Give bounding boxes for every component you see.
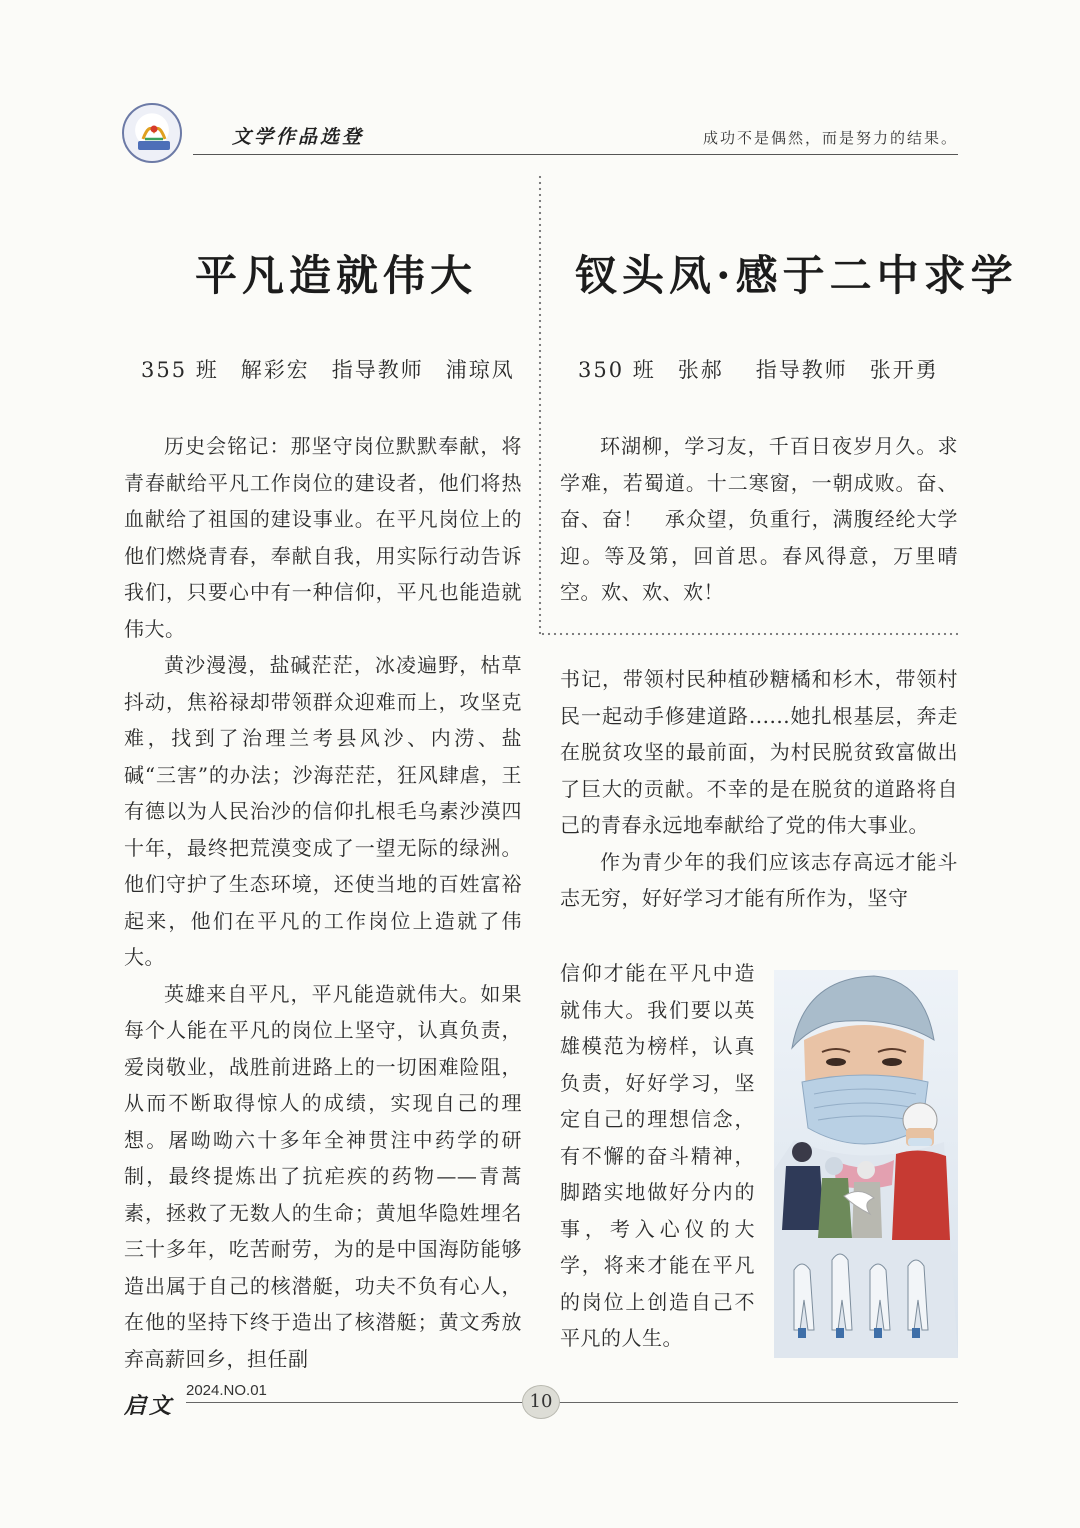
paragraph: 历史会铭记：那坚守岗位默默奉献，将青春献给平凡工作岗位的建设者，他们将热血献给了祖国的建设事业。在平凡岗位上的他们燃烧青春，奉献自我，用实际行动告诉我们，只要心中有一种信仰，平凡也能造就伟大。 bbox=[124, 434, 522, 641]
right-article-byline bbox=[578, 354, 939, 384]
medical-worker-illustration bbox=[774, 970, 958, 1358]
logo-emblem-icon bbox=[141, 121, 167, 141]
poem-body bbox=[560, 428, 958, 611]
paragraph: 作为青少年的我们应该志存高远才能斗志无穷，好好学习才能有所作为，坚守 bbox=[560, 849, 958, 910]
page-number: 10 bbox=[522, 1385, 560, 1419]
right-class: 350 班 bbox=[578, 358, 656, 382]
column-divider bbox=[538, 174, 542, 636]
magazine-brand: 启文 bbox=[124, 1393, 175, 1419]
left-article-continuation bbox=[560, 661, 958, 917]
logo-base bbox=[138, 141, 170, 150]
right-article-title: 钗头凤·感于二中求学 bbox=[575, 251, 1018, 300]
poem-divider bbox=[540, 632, 958, 636]
paragraph: 黄沙漫漫，盐碱茫茫，冰凌遍野，枯草抖动，焦裕禄却带领群众迎难而上，攻坚克难，找到了治理兰考县风沙、内涝、盐碱“三害”的办法；沙海茫茫，狂风肆虐，王有德以为人民治沙的信仰扎根毛乌素沙漠四十年，最终把荒漠变成了一望无际的绿洲。他们守护了生态环境，还使当地的百姓富裕起来，他们在平凡的工作岗位上造就了伟大。 bbox=[124, 653, 522, 969]
wrapped-paragraph bbox=[560, 955, 755, 1357]
left-advisor: 浦琼凤 bbox=[445, 358, 515, 382]
right-advisor: 张开勇 bbox=[869, 358, 939, 382]
left-advisor-label: 指导教师 bbox=[331, 358, 424, 382]
left-article-byline bbox=[141, 354, 515, 384]
left-class: 355 班 bbox=[141, 358, 219, 382]
left-author: 解彩宏 bbox=[240, 358, 310, 382]
right-advisor-label: 指导教师 bbox=[755, 358, 848, 382]
header-rule bbox=[193, 154, 958, 155]
school-logo bbox=[122, 103, 182, 163]
left-article-title: 平凡造就伟大 bbox=[195, 251, 478, 300]
header-motto: 成功不是偶然，而是努力的结果。 bbox=[702, 129, 958, 147]
paragraph: 书记，带领村民种植砂糖橘和杉木，带领村民一起动手修建道路......她扎根基层，奔走在脱贫攻坚的最前面，为村民脱贫致富做出了巨大的贡献。不幸的是在脱贫的道路将自己的青春永远地奉献给了党的伟大事业。 bbox=[560, 667, 958, 837]
paragraph: 英雄来自平凡，平凡能造就伟大。如果每个人能在平凡的岗位上坚守，认真负责，爱岗敬业，战胜前进路上的一切困难险阻，从而不断取得惊人的成绩，实现自己的理想。屠呦呦六十多年全神贯注中药学的研制，最终提炼出了抗疟疾的药物——青蒿素，拯救了无数人的生命；黄旭华隐姓埋名三十多年，吃苦耐劳，为的是中国海防能够造出属于自己的核潜艇，功夫不负有心人，在他的坚持下终于造出了核潜艇；黄文秀放弃高薪回乡，担任副 bbox=[124, 981, 522, 1371]
footer-rule bbox=[186, 1402, 958, 1403]
left-article-body bbox=[124, 428, 522, 1377]
section-title: 文学作品选登 bbox=[232, 126, 365, 148]
right-author: 张郝 bbox=[677, 358, 724, 382]
issue-number: 2024.NO.01 bbox=[186, 1382, 267, 1399]
paragraph: 信仰才能在平凡中造就伟大。我们要以英雄模范为榜样，认真负责，好好学习，坚定自己的理想信念，有不懈的奋斗精神，脚踏实地做好分内的事，考入心仪的大学，将来才能在平凡的岗位上创造自己不平凡的人生。 bbox=[560, 961, 755, 1350]
poem-text: 环湖柳，学习友，千百日夜岁月久。求学难，若蜀道。十二寒窗，一朝成败。奋、奋、奋！ 承众望，负重行，满腹经纶大学迎。等及第，回首思。春风得意，万里晴空。欢、欢、欢！ bbox=[560, 434, 958, 604]
